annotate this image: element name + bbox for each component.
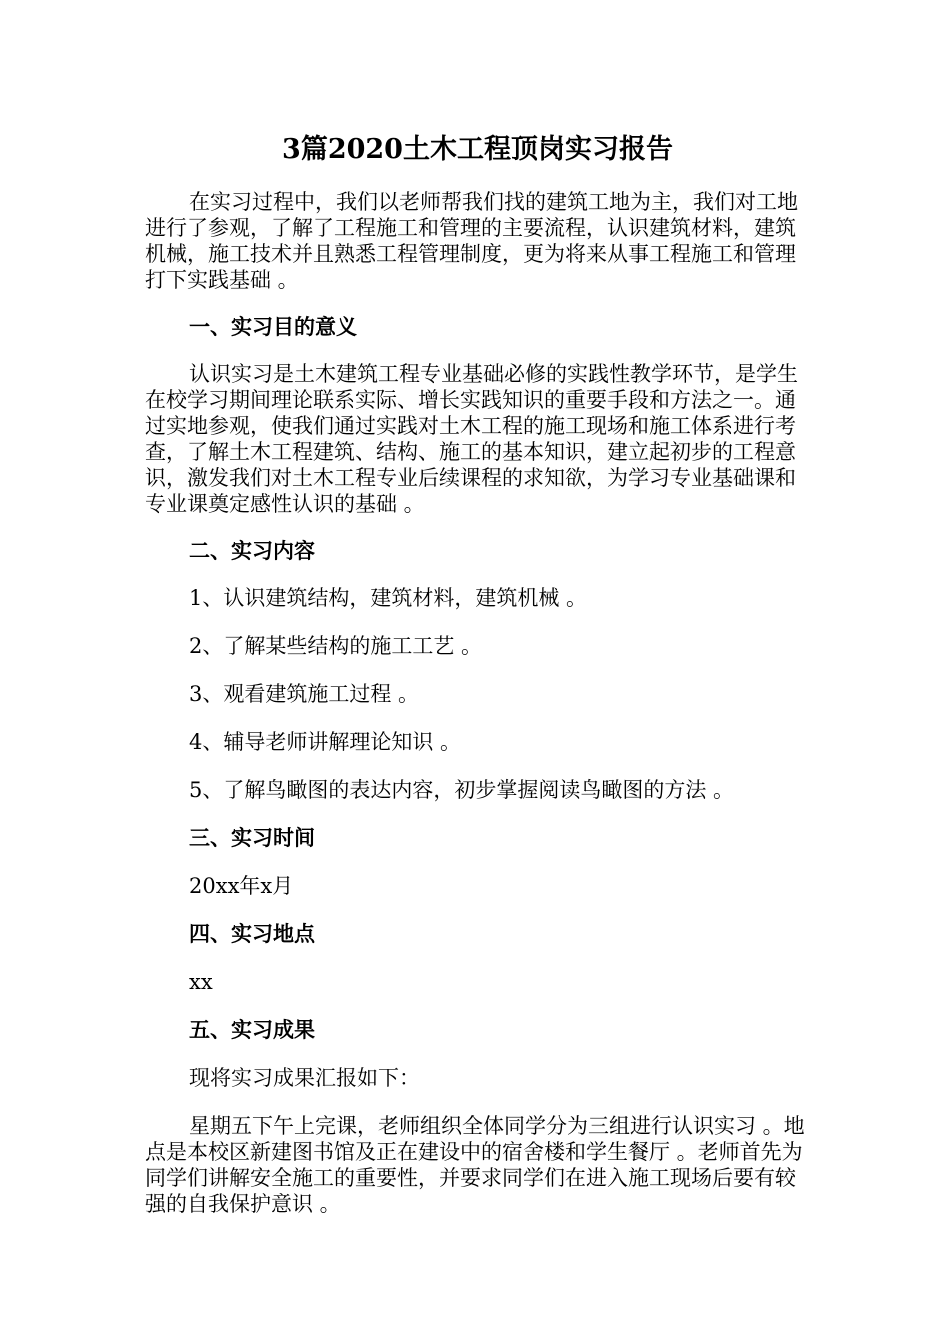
section-heading-location: 四、实习地点 [189,921,315,946]
purpose-paragraph: 认识实习是土木建筑工程专业基础必修的实践性教学环节，是学生在校学习期间理论联系实际、增长实践知识的重要手段和方法之一。通过实地参观，使我们通过实践对土木工程的施工现场和施工体系进行考查，了解土木工程建筑、结构、施工的基本知识，建立起初步的工程意识，激发我们对土木工程专业后续课程的求知欲，为学习专业基础课和专业课奠定感性认识的基础 。 [145,362,798,516]
results-lead: 现将实习成果汇报如下： [189,1066,420,1090]
results-paragraph: 星期五下午上完课，老师组织全体同学分为三组进行认识实习 。地点是本校区新建图书馆及正在建设中的宿舍楼和学生餐厅 。老师首先为同学们讲解安全施工的重要性，并要求同学们在进入施工现场后要有较强的自我保护意识 。 [145,1114,805,1216]
section-heading-content: 二、实习内容 [189,538,315,563]
document-title: 3篇2020土木工程顶岗实习报告 [282,134,673,165]
time-value: 20xx年x月 [189,874,294,898]
section-heading-results: 五、实习成果 [189,1017,315,1042]
section-heading-purpose: 一、实习目的意义 [189,314,357,339]
content-item-4: 4、辅导老师讲解理论知识 。 [189,730,462,754]
location-value: xx [189,970,213,994]
content-item-3: 3、观看建筑施工过程 。 [189,682,420,706]
section-heading-time: 三、实习时间 [189,825,315,850]
content-item-5: 5、了解鸟瞰图的表达内容，初步掌握阅读鸟瞰图的方法 。 [189,778,735,802]
content-item-2: 2、了解某些结构的施工工艺 。 [189,634,483,658]
content-item-1: 1、认识建筑结构，建筑材料，建筑机械 。 [189,586,588,610]
intro-paragraph: 在实习过程中，我们以老师帮我们找的建筑工地为主，我们对工地进行了参观，了解了工程施工和管理的主要流程，认识建筑材料，建筑机械，施工技术并且熟悉工程管理制度，更为将来从事工程施工和管理打下实践基础 。 [145,190,798,292]
